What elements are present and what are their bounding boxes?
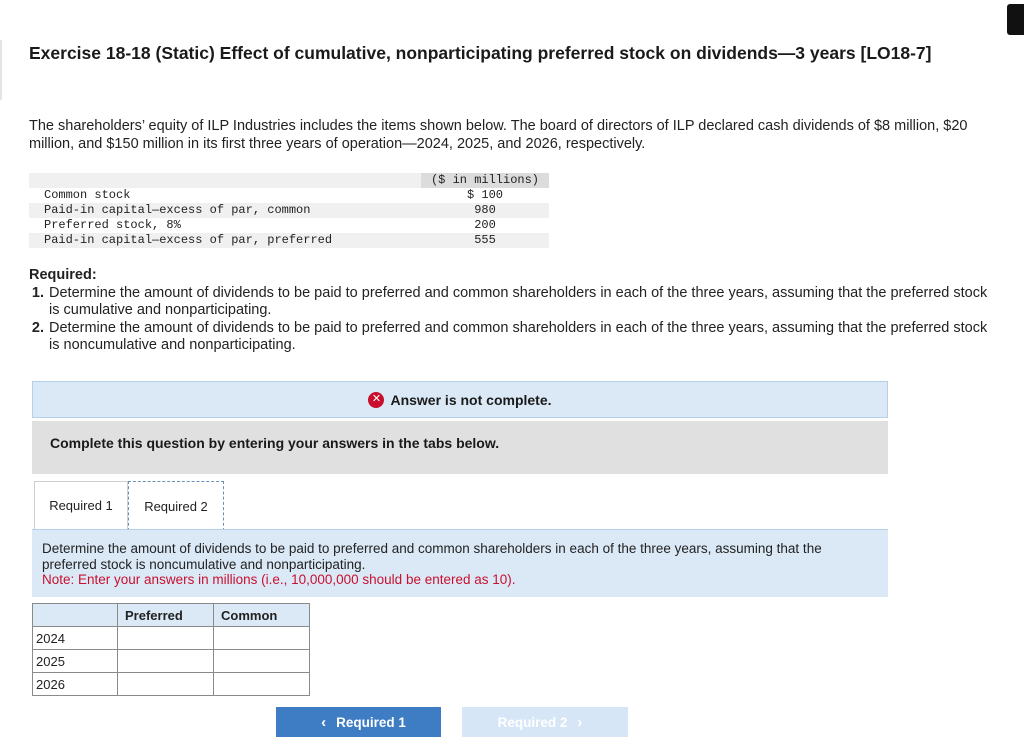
- answer-table: [32, 603, 310, 696]
- intro-paragraph: The shareholders’ equity of ILP Industries includes the items shown below. The board of directors of ILP declared cash dividends of $8 million, $20 million, and $150 million in its first three years of operation—2024, 2025, and 2026, respectively.: [29, 118, 968, 152]
- status-message: Answer is not complete.: [390, 391, 552, 408]
- equity-table: [29, 173, 549, 248]
- answer-table-header: [33, 604, 310, 627]
- equity-row-value: $ 100: [466, 188, 503, 202]
- required-heading: Required:: [29, 267, 97, 283]
- equity-row: [29, 188, 549, 203]
- required-item-2: [29, 320, 989, 355]
- column-header-common: Common: [214, 604, 310, 627]
- next-required-button[interactable]: [462, 707, 628, 737]
- tab-required-1[interactable]: Required 1: [34, 481, 128, 529]
- x-circle-icon: ✕: [368, 392, 384, 408]
- preferred-input-cell[interactable]: [118, 650, 214, 673]
- answer-table-corner: [33, 604, 118, 627]
- answer-status-banner: [32, 381, 888, 418]
- next-button-label: Required 2: [497, 714, 568, 730]
- corner-tab-button[interactable]: [1007, 4, 1024, 35]
- preferred-input[interactable]: [118, 673, 213, 695]
- equity-row-value: 200: [474, 218, 496, 232]
- prev-required-button[interactable]: [276, 707, 441, 737]
- equity-header-row: [29, 173, 549, 188]
- tab-bar: [34, 481, 224, 531]
- equity-row-value: 980: [474, 203, 496, 217]
- chevron-right-icon: ›: [577, 713, 583, 731]
- equity-column-header: ($ in millions): [421, 173, 549, 188]
- required-item-text: Determine the amount of dividends to be paid to preferred and common shareholders in each of the three years, assuming that the preferred stock is cumulative and nonparticipating.: [49, 284, 988, 318]
- common-input-cell[interactable]: [214, 650, 310, 673]
- left-divider: [0, 40, 2, 100]
- required-section: [29, 267, 989, 355]
- instructions-note: Note: Enter your answers in millions (i.e., 10,000,000 should be entered as 10).: [42, 572, 516, 587]
- common-input-cell[interactable]: [214, 673, 310, 696]
- instruction-banner-text: Complete this question by entering your answers in the tabs below.: [50, 435, 500, 451]
- required-item-text: Determine the amount of dividends to be paid to preferred and common shareholders in each of the three years, assuming that the preferred stock is noncumulative and nonparticipating.: [49, 319, 988, 353]
- tab-instructions: [32, 529, 888, 597]
- equity-row-label: Preferred stock, 8%: [44, 218, 181, 232]
- tab-required-2[interactable]: Required 2: [128, 481, 224, 531]
- equity-row: [29, 233, 549, 248]
- table-row: [33, 627, 310, 650]
- row-year: 2025: [33, 650, 118, 673]
- preferred-input-cell[interactable]: [118, 673, 214, 696]
- row-year: 2024: [33, 627, 118, 650]
- equity-row-value: 555: [474, 233, 496, 247]
- common-input-cell[interactable]: [214, 627, 310, 650]
- equity-row-label: Paid-in capital—excess of par, preferred: [44, 233, 333, 247]
- equity-row: [29, 203, 549, 218]
- common-input[interactable]: [214, 627, 309, 649]
- page-title: Exercise 18-18 (Static) Effect of cumulative, nonparticipating preferred stock on dividends—3 years [LO18-7]: [29, 43, 932, 63]
- preferred-input[interactable]: [118, 650, 213, 672]
- chevron-left-icon: ‹: [321, 713, 327, 731]
- prev-button-label: Required 1: [336, 714, 406, 730]
- required-item-number: 2.: [31, 319, 44, 336]
- table-row: [33, 673, 310, 696]
- column-header-preferred: Preferred: [118, 604, 214, 627]
- preferred-input[interactable]: [118, 627, 213, 649]
- instruction-banner: [32, 421, 888, 474]
- common-input[interactable]: [214, 650, 309, 672]
- required-item-1: [29, 285, 989, 320]
- equity-row: [29, 218, 549, 233]
- required-item-number: 1.: [31, 284, 44, 301]
- table-row: [33, 650, 310, 673]
- preferred-input-cell[interactable]: [118, 627, 214, 650]
- equity-row-label: Paid-in capital—excess of par, common: [44, 203, 311, 217]
- equity-row-label: Common stock: [44, 188, 131, 202]
- common-input[interactable]: [214, 673, 309, 695]
- instructions-text: Determine the amount of dividends to be paid to preferred and common shareholders in each of the three years, assuming that the preferred stock is noncumulative and nonparticipating.: [42, 541, 822, 572]
- row-year: 2026: [33, 673, 118, 696]
